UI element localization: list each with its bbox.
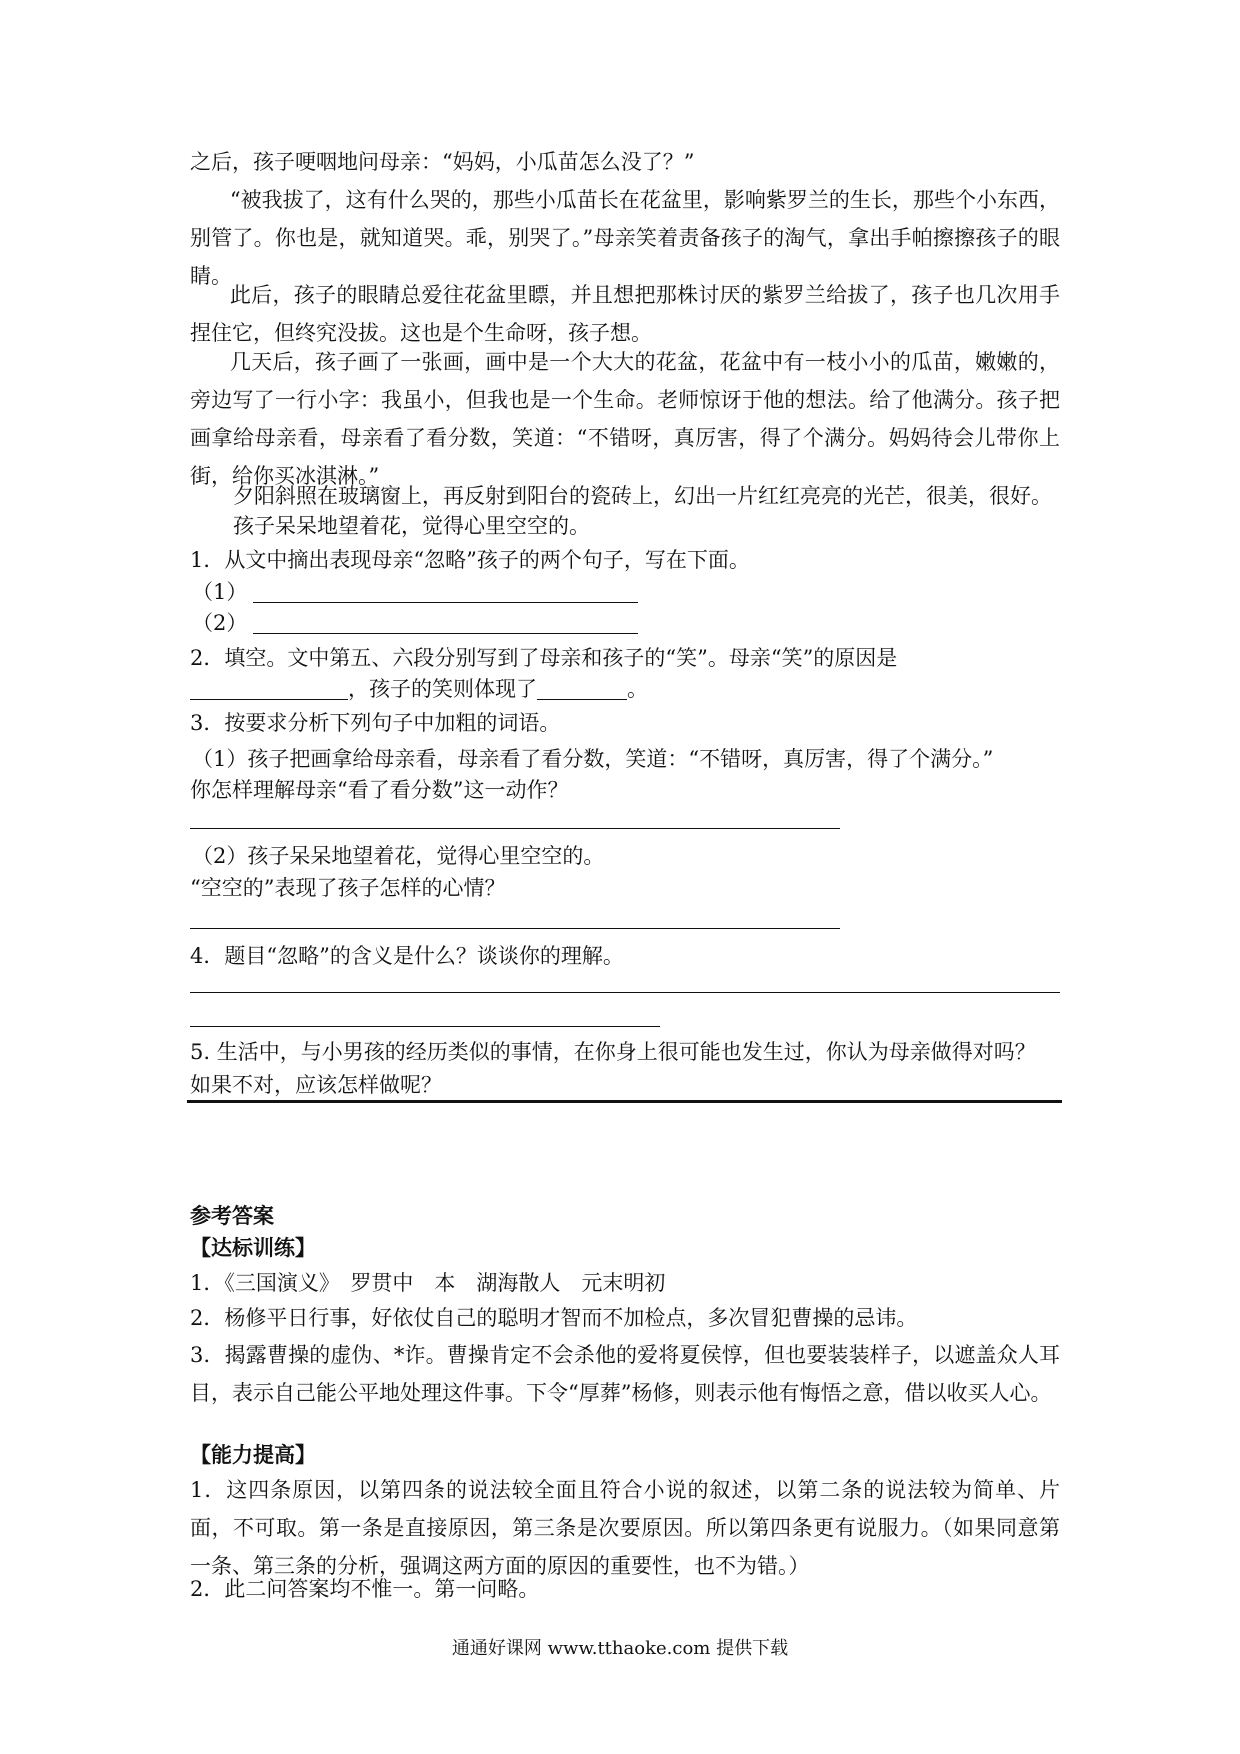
- answer-line[interactable]: [190, 828, 840, 829]
- story-paragraph-5: 夕阳斜照在玻璃窗上，再反射到阳台的瓷砖上，幻出一片红红亮亮的光芒，很美，很好。: [233, 484, 1052, 508]
- answer-blank[interactable]: [253, 580, 638, 603]
- answer-a3: 3．揭露曹操的虚伪、*诈。曹操肯定不会杀他的爱将夏侯惇，但也要装装样子，以遮盖众人耳目，表示自己能公平地处理这件事。下令“厚葬”杨修，则表示他有悔悟之意，借以收买人心。: [190, 1343, 1060, 1405]
- question-5-line-1: 5. 生活中，与小男孩的经历类似的事情，在你身上很可能也发生过，你认为母亲做得对吗？: [190, 1040, 1036, 1064]
- question-3-prompt-2: “空空的”表现了孩子怎样的心情？: [190, 876, 506, 900]
- answers-title: 参考答案: [190, 1203, 274, 1228]
- story-paragraph-6: 孩子呆呆地望着花，觉得心里空空的。: [233, 514, 590, 538]
- question-4: 4．题目“忽略”的含义是什么？谈谈你的理解。: [190, 944, 624, 968]
- answer-blank[interactable]: [537, 677, 627, 700]
- answer-blank[interactable]: [190, 677, 348, 700]
- answer-line[interactable]: [190, 992, 1060, 993]
- story-paragraph-2: “被我拔了，这有什么哭的，那些小瓜苗长在花盆里，影响紫罗兰的生长，那些个小东西，别管了。你也是，就知道哭。乖，别哭了。”母亲笑着责备孩子的淘气，拿出手帕擦擦孩子的眼睛。: [190, 188, 1060, 288]
- question-1: 1．从文中摘出表现母亲“忽略”孩子的两个句子，写在下面。: [190, 548, 750, 572]
- answer-a2: 2．杨修平日行事，好依仗自己的聪明才智而不加检点，多次冒犯曹操的忌讳。: [190, 1306, 918, 1330]
- question-1-label-b: （2）: [192, 611, 248, 635]
- answers-section-drills: 【达标训练】: [190, 1235, 316, 1260]
- footer-source: 通通好课网 www.tthaoke.com 提供下载: [451, 1638, 789, 1659]
- question-3-prompt-1: 你怎样理解母亲“看了看分数”这一动作？: [190, 778, 569, 802]
- answer-b1: 1．这四条原因，以第四条的说法较全面且符合小说的叙述，以第二条的说法较为简单、片面，不可取。第一条是直接原因，第三条是次要原因。所以第四条更有说服力。（如果同意第一条、第三条的分析，强调这两方面的原因的重要性，也不为错。）: [190, 1478, 1060, 1578]
- question-2-end-text: 。: [627, 677, 648, 701]
- answer-a1: 1．《三国演义》 罗贯中 本 湖海散人 元末明初: [190, 1271, 666, 1295]
- question-1-label-a: （1）: [192, 580, 248, 604]
- story-paragraph-4: 几天后，孩子画了一张画，画中是一个大大的花盆，花盆中有一枝小小的瓜苗，嫩嫩的，旁边写了一行小字：我虽小，但我也是一个生命。老师惊讶于他的想法。给了他满分。孩子把画拿给母亲看，母亲看了看分数，笑道：“不错呀，真厉害，得了个满分。妈妈待会儿带你上街，给你买冰淇淋。”: [190, 350, 1060, 488]
- answers-section-ability: 【能力提高】: [190, 1442, 316, 1467]
- question-3: 3．按要求分析下列句子中加粗的词语。: [190, 711, 561, 735]
- section-divider: [187, 1100, 1062, 1103]
- question-3-sentence-1: （1）孩子把画拿给母亲看，母亲看了看分数，笑道：“不错呀，真厉害，得了个满分。”: [192, 747, 994, 771]
- question-2-line-1: 2．填空。文中第五、六段分别写到了母亲和孩子的“笑”。母亲“笑”的原因是: [190, 646, 898, 670]
- answer-b2: 2．此二问答案均不惟一。第一问略。: [190, 1577, 540, 1601]
- question-2-line-2: [190, 670, 648, 708]
- answer-blank[interactable]: [253, 611, 638, 634]
- story-paragraph-3: 此后，孩子的眼睛总爱往花盆里瞟，并且想把那株讨厌的紫罗兰给拔了，孩子也几次用手捏住它，但终究没拔。这也是个生命呀，孩子想。: [190, 283, 1060, 345]
- question-1-answer-b: [192, 604, 638, 642]
- answer-line[interactable]: [190, 928, 840, 929]
- story-paragraph-1: 之后，孩子哽咽地问母亲：“妈妈，小瓜苗怎么没了？”: [190, 150, 695, 174]
- question-2-mid-text: ，孩子的笑则体现了: [348, 677, 537, 701]
- question-3-sentence-2: （2）孩子呆呆地望着花，觉得心里空空的。: [192, 844, 605, 868]
- question-5-line-2: 如果不对，应该怎样做呢？: [190, 1073, 442, 1097]
- answer-line[interactable]: [190, 1026, 660, 1027]
